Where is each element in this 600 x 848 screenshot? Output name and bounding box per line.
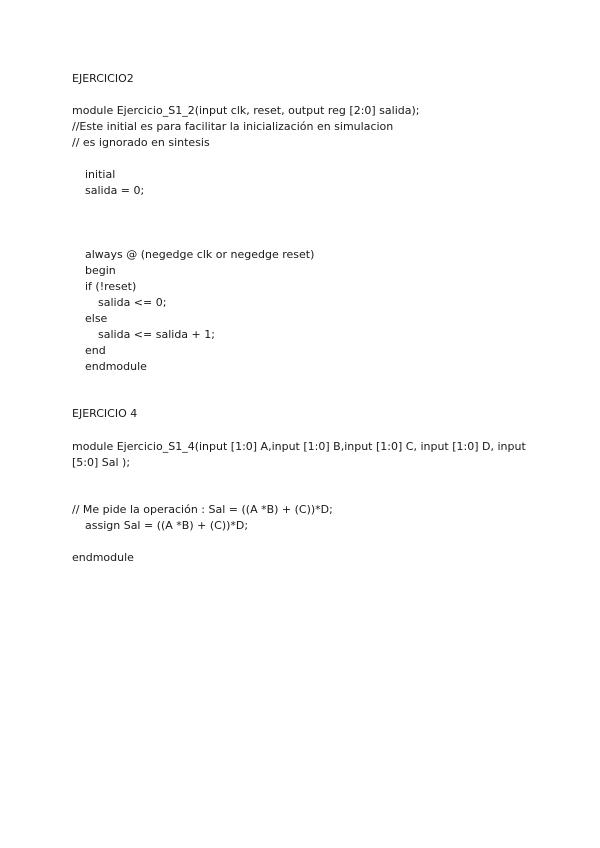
endmodule-keyword: endmodule — [85, 360, 147, 373]
increment-assignment: salida <= salida + 1; — [98, 328, 215, 341]
module-declaration: module Ejercicio_S1_4(input [1:0] A,input [1:0] B,input [1:0] C, input [1:0] D, input — [72, 440, 526, 453]
assign-statement: assign Sal = ((A *B) + (C))*D; — [85, 519, 249, 532]
module-declaration: module Ejercicio_S1_2(input clk, reset, output reg [2:0] salida); — [72, 104, 420, 117]
begin-keyword: begin — [85, 264, 116, 277]
endmodule-keyword: endmodule — [72, 551, 134, 564]
reset-assignment: salida <= 0; — [98, 296, 167, 309]
module-declaration-continued: [5:0] Sal ); — [72, 456, 131, 469]
else-keyword: else — [85, 312, 108, 325]
always-statement: always @ (negedge clk or negedge reset) — [85, 248, 315, 261]
heading-ejercicio4: EJERCICIO 4 — [72, 407, 138, 420]
end-keyword: end — [85, 344, 106, 357]
initial-keyword: initial — [85, 168, 116, 181]
code-comment: // es ignorado en sintesis — [72, 136, 210, 149]
code-comment: //Este initial es para facilitar la inicialización en simulacion — [72, 120, 394, 133]
if-statement: if (!reset) — [85, 280, 137, 293]
heading-ejercicio2: EJERCICIO2 — [72, 72, 134, 85]
initial-statement: salida = 0; — [85, 184, 145, 197]
code-comment: // Me pide la operación : Sal = ((A *B) + (C))*D; — [72, 503, 333, 516]
